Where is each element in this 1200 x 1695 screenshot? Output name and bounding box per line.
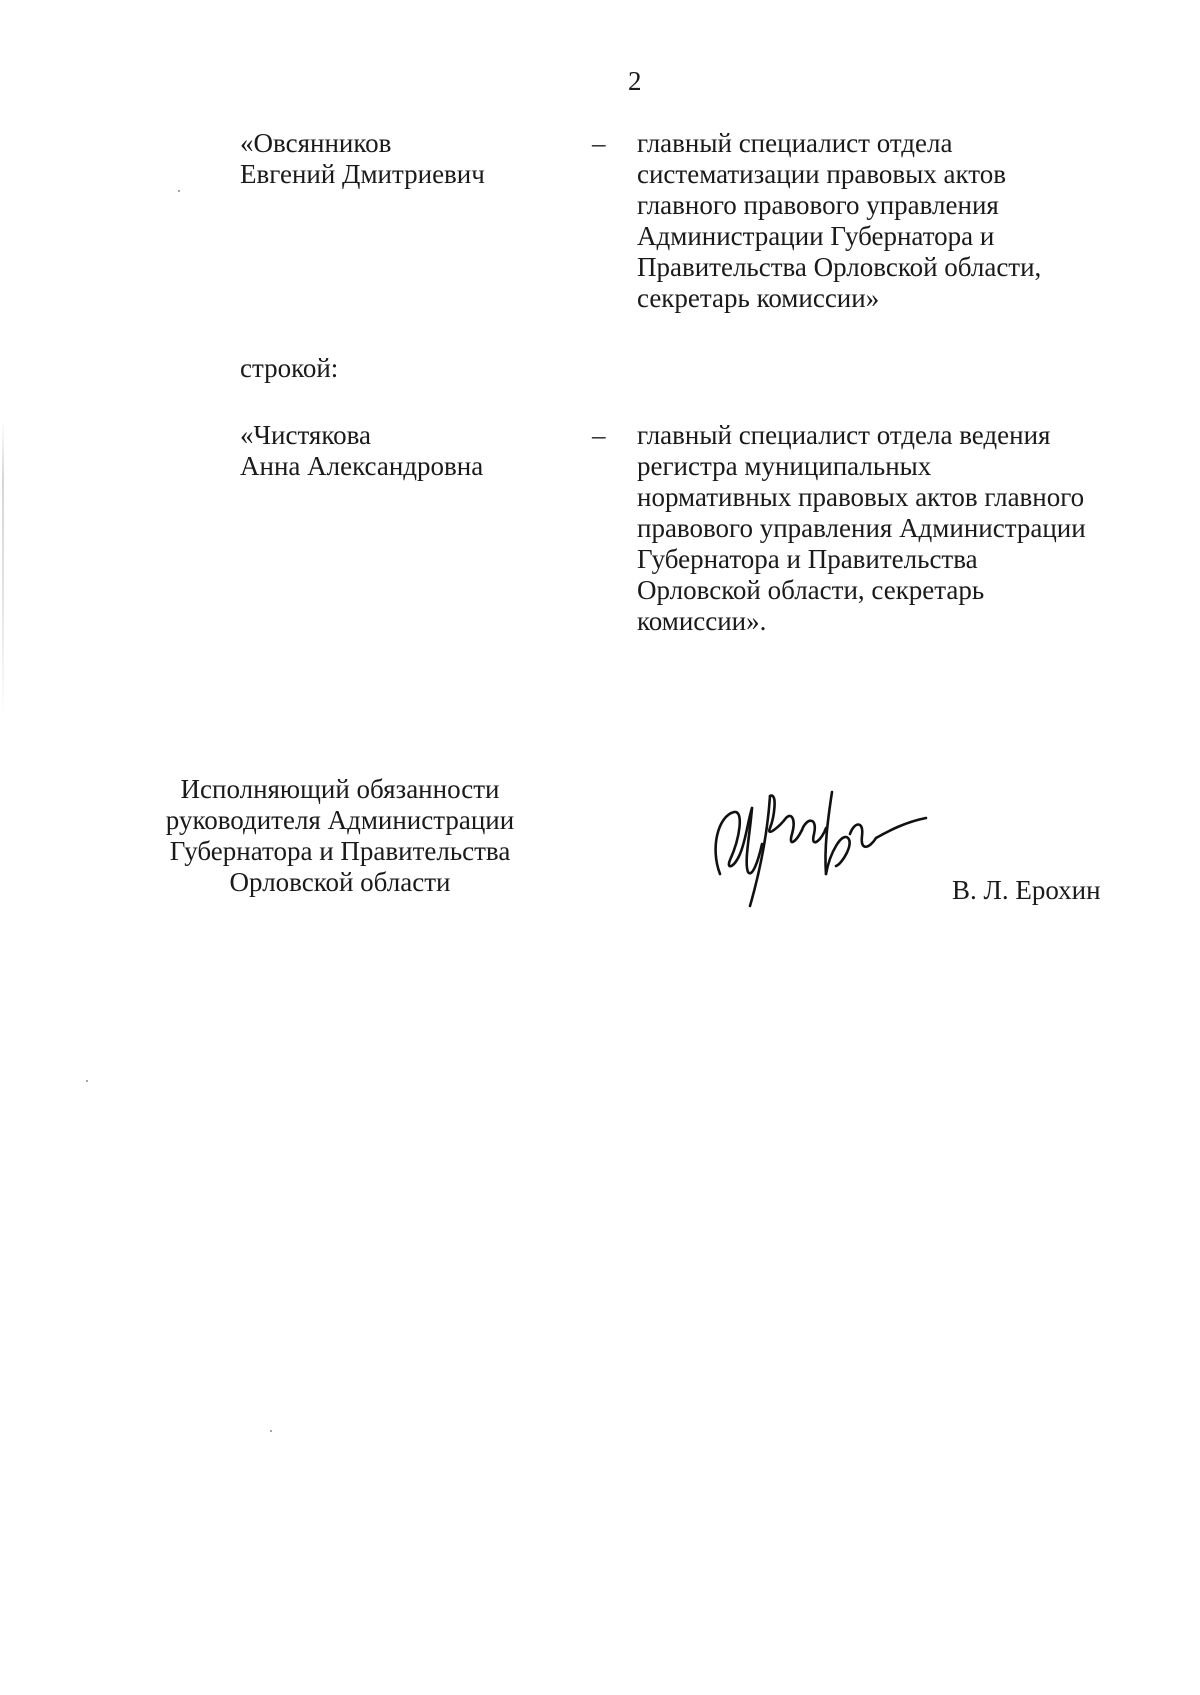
replace-word: строкой: xyxy=(240,353,339,383)
entry-1-description-line: систематизации правовых актов xyxy=(637,159,1006,189)
scan-speck xyxy=(178,190,180,192)
scan-edge-shadow xyxy=(2,420,4,720)
entry-2-name xyxy=(240,420,560,482)
entry-1-description-line: Правительства Орловской области, xyxy=(637,252,1042,282)
entry-2-description-line: нормативных правовых актов главного xyxy=(637,482,1085,512)
entry-1-description-line: Администрации Губернатора и xyxy=(637,221,995,251)
entry-2-description xyxy=(637,420,1157,637)
entry-2-description-line: правового управления Администрации xyxy=(637,513,1086,543)
entry-2-description-line: регистра муниципальных xyxy=(637,451,932,481)
entry-2-name-line: «Чистякова xyxy=(240,420,371,450)
entry-1-name xyxy=(240,128,560,190)
signer-title xyxy=(130,774,550,898)
entry-1-description-line: секретарь комиссии» xyxy=(637,283,880,313)
signer-name: В. Л. Ерохин xyxy=(952,875,1101,905)
entry-1-description-line: главного правового управления xyxy=(637,190,999,220)
page-number: 2 xyxy=(628,66,642,96)
entry-2-description-line: Орловской области, секретарь xyxy=(637,575,985,605)
signer-title-line: Орловской области xyxy=(229,867,451,897)
entry-2-description-line: комиссии». xyxy=(637,606,767,636)
entry-2-dash: – xyxy=(592,420,606,450)
signer-title-line: Исполняющий обязанности xyxy=(180,774,500,804)
entry-1-dash: – xyxy=(592,128,606,158)
entry-2-name-line: Анна Александровна xyxy=(240,451,484,481)
signer-title-line: Губернатора и Правительства xyxy=(169,836,511,866)
entry-1-description-line: главный специалист отдела xyxy=(637,128,953,158)
entry-1-description xyxy=(637,128,1157,314)
entry-2-description-line: главный специалист отдела ведения xyxy=(637,420,1051,450)
entry-1-name-line: Евгений Дмитриевич xyxy=(240,159,485,189)
entry-1-name-line: «Овсянников xyxy=(240,128,392,158)
signer-title-line: руководителя Администрации xyxy=(165,805,515,835)
scan-speck xyxy=(270,1430,272,1432)
scan-speck xyxy=(86,1080,88,1082)
entry-2-description-line: Губернатора и Правительства xyxy=(637,544,978,574)
handwritten-signature xyxy=(700,778,940,908)
